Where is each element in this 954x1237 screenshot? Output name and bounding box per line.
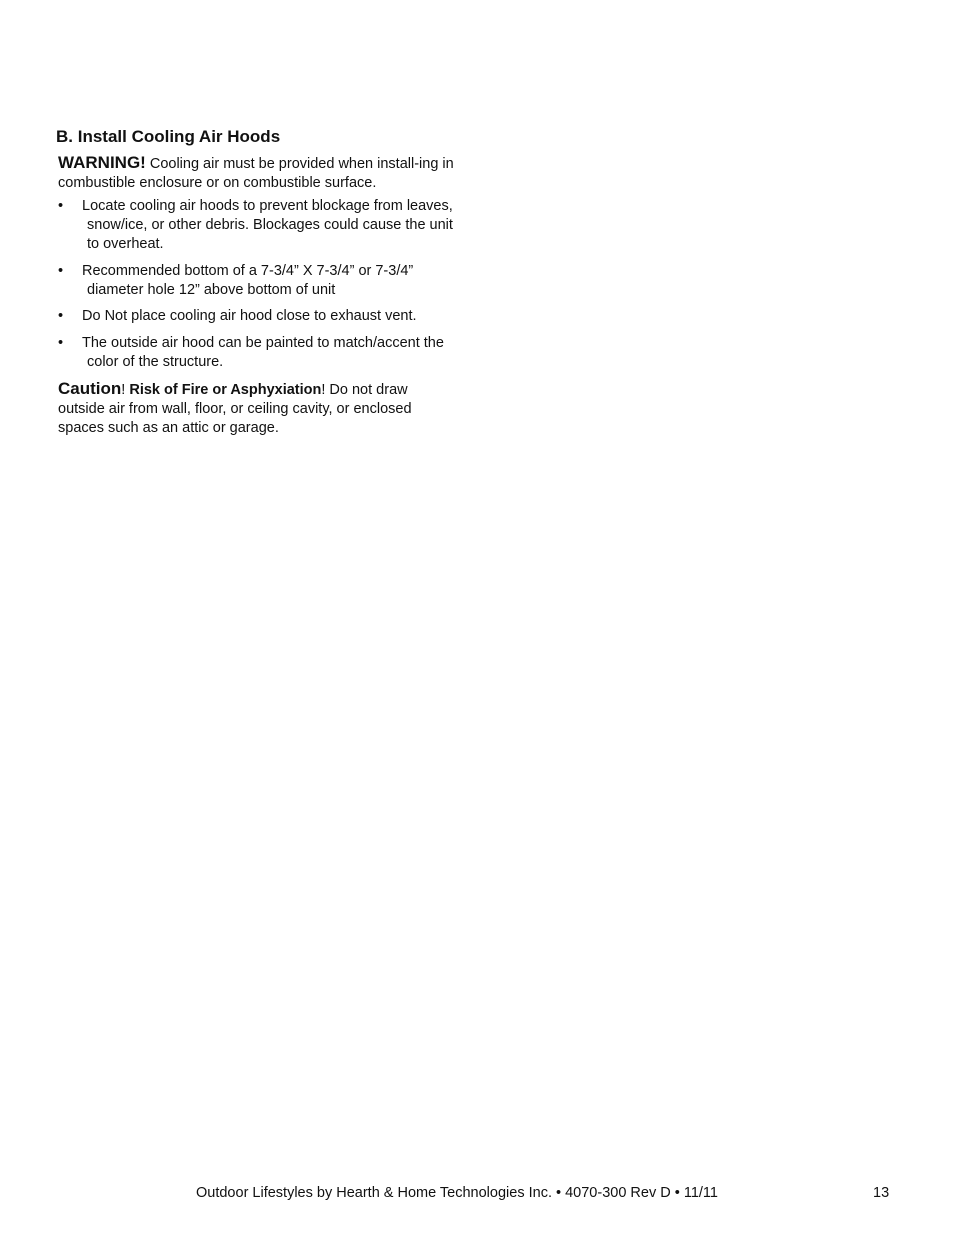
caution-risk: Risk of Fire or Asphyxiation <box>129 382 322 398</box>
warning-text: Cooling air must be provided when install-ing in combustible enclosure or on combustible surface. <box>58 156 454 191</box>
list-item <box>57 334 457 372</box>
bullet-icon: • <box>58 198 64 214</box>
install-cooling-air-hoods-section <box>57 126 457 438</box>
caution-bang: ! <box>121 382 130 398</box>
caution-paragraph <box>58 379 457 438</box>
page-number: 13 <box>873 1185 890 1201</box>
bullet-text: Do Not place cooling air hood close to exhaust vent. <box>82 308 417 324</box>
caution-text: ! Do not draw outside air from wall, floor, or ceiling cavity, or enclosed spaces such as an attic or garage. <box>58 382 412 436</box>
bullet-icon: • <box>58 308 64 324</box>
bullet-list <box>57 197 457 372</box>
list-item <box>57 307 457 326</box>
bullet-icon: • <box>58 334 64 351</box>
list-item <box>57 197 457 254</box>
bullet-text: The outside air hood can be painted to match/accent the color of the structure. <box>82 334 444 370</box>
warning-paragraph <box>58 153 457 193</box>
warning-label: WARNING! <box>58 153 146 172</box>
page-footer: Outdoor Lifestyles by Hearth & Home Technologies Inc. • 4070-300 Rev D • 11/11 <box>196 1185 718 1201</box>
caution-label: Caution <box>58 379 122 398</box>
section-heading: B. Install Cooling Air Hoods <box>56 127 281 146</box>
list-item <box>57 262 457 300</box>
bullet-icon: • <box>58 262 64 279</box>
bullet-text: Locate cooling air hoods to prevent blockage from leaves, snow/ice, or other debris. Blockages could cause the unit to overheat. <box>82 198 453 252</box>
bullet-text: Recommended bottom of a 7-3/4” X 7-3/4” or 7-3/4” diameter hole 12” above bottom of unit <box>82 262 414 298</box>
